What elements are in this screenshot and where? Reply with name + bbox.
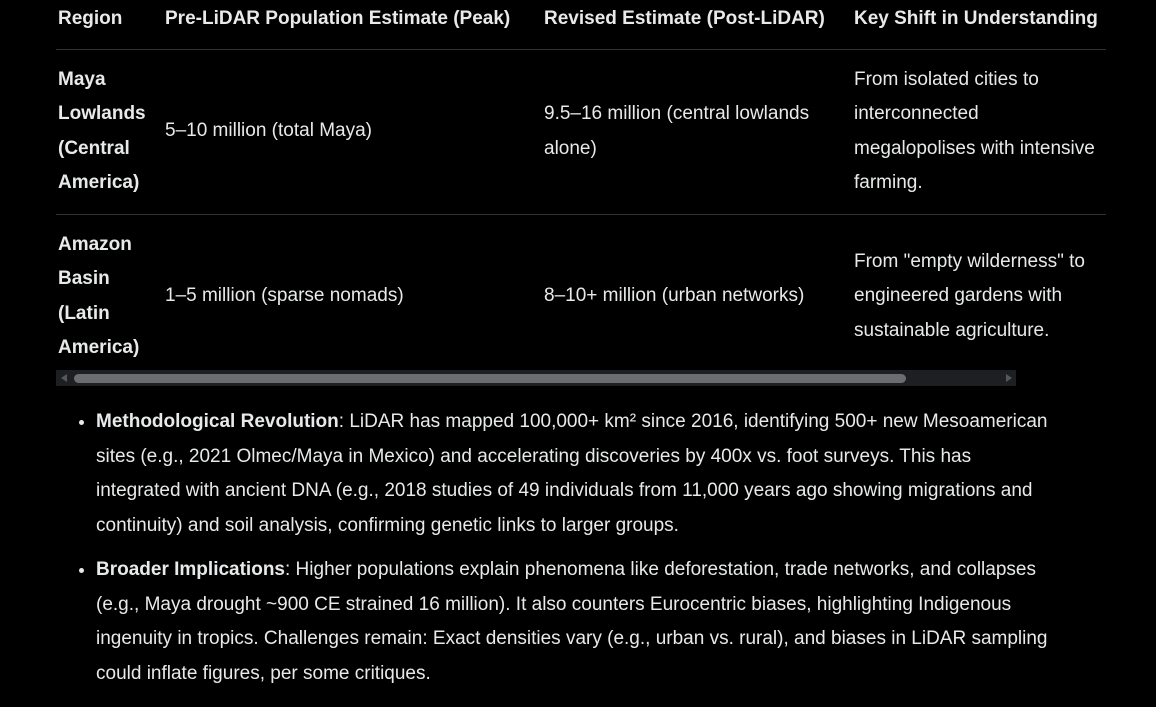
cell-key-shift: From isolated cities to interconnected megalopolises with intensive farming. bbox=[852, 49, 1106, 214]
scroll-left-arrow-icon[interactable] bbox=[61, 374, 67, 382]
note-title: Methodological Revolution bbox=[96, 411, 339, 432]
table-header-row bbox=[56, 0, 1106, 49]
population-table bbox=[56, 0, 1106, 379]
note-text: : Higher populations explain phenomena like deforestation, trade networks, and collapses (e.g., Maya drought ~900 CE strained 16 million). It also counters Eurocentric biases, highlighting Indigenous ingenuity in tropics. Challenges remain: Exact densities vary (e.g., urban vs. rural), and biases in LiDAR sampling could inflate figures, per some critiques. bbox=[96, 559, 1048, 684]
cell-revised: 8–10+ million (urban networks) bbox=[544, 285, 805, 307]
cell-region: Maya Lowlands (Central America) bbox=[56, 49, 163, 214]
scroll-right-arrow-icon[interactable] bbox=[1006, 374, 1012, 382]
table-row bbox=[56, 49, 1106, 214]
header-key-shift: Key Shift in Understanding bbox=[852, 0, 1106, 49]
header-pre-lidar: Pre-LiDAR Population Estimate (Peak) bbox=[163, 0, 542, 49]
cell-pre-lidar: 5–10 million (total Maya) bbox=[163, 49, 542, 214]
list-item bbox=[96, 405, 1058, 543]
list-item bbox=[96, 553, 1058, 691]
note-text: : LiDAR has mapped 100,000+ km² since 2016, identifying 500+ new Mesoamerican sites (e.g., 2021 Olmec/Maya in Mexico) and accelerating discoveries by 400x vs. foot surveys. This has integrated with ancient DNA (e.g., 2018 studies of 49 individuals from 11,000 years ago showing migrations and continuity) and soil analysis, confirming genetic links to larger groups. bbox=[96, 411, 1048, 536]
notes-list bbox=[56, 405, 1058, 701]
cell-revised: 9.5–16 million (central lowlands alone) bbox=[542, 49, 852, 214]
note-title: Broader Implications bbox=[96, 559, 285, 580]
table-scroll-container[interactable] bbox=[56, 0, 1098, 386]
header-revised: Revised Estimate (Post-LiDAR) bbox=[542, 0, 852, 49]
header-region: Region bbox=[56, 0, 163, 49]
cell-pre-lidar: 1–5 million (sparse nomads) bbox=[165, 285, 404, 307]
cell-key-shift: From "empty wilderness" to engineered gardens with sustainable agriculture. bbox=[854, 250, 1085, 341]
scrollbar-thumb[interactable] bbox=[74, 374, 906, 383]
horizontal-scrollbar[interactable] bbox=[56, 370, 1016, 386]
table-content bbox=[56, 0, 1156, 379]
cell-region: Amazon Basin (Latin America) bbox=[58, 233, 140, 358]
table-row bbox=[56, 214, 1106, 379]
